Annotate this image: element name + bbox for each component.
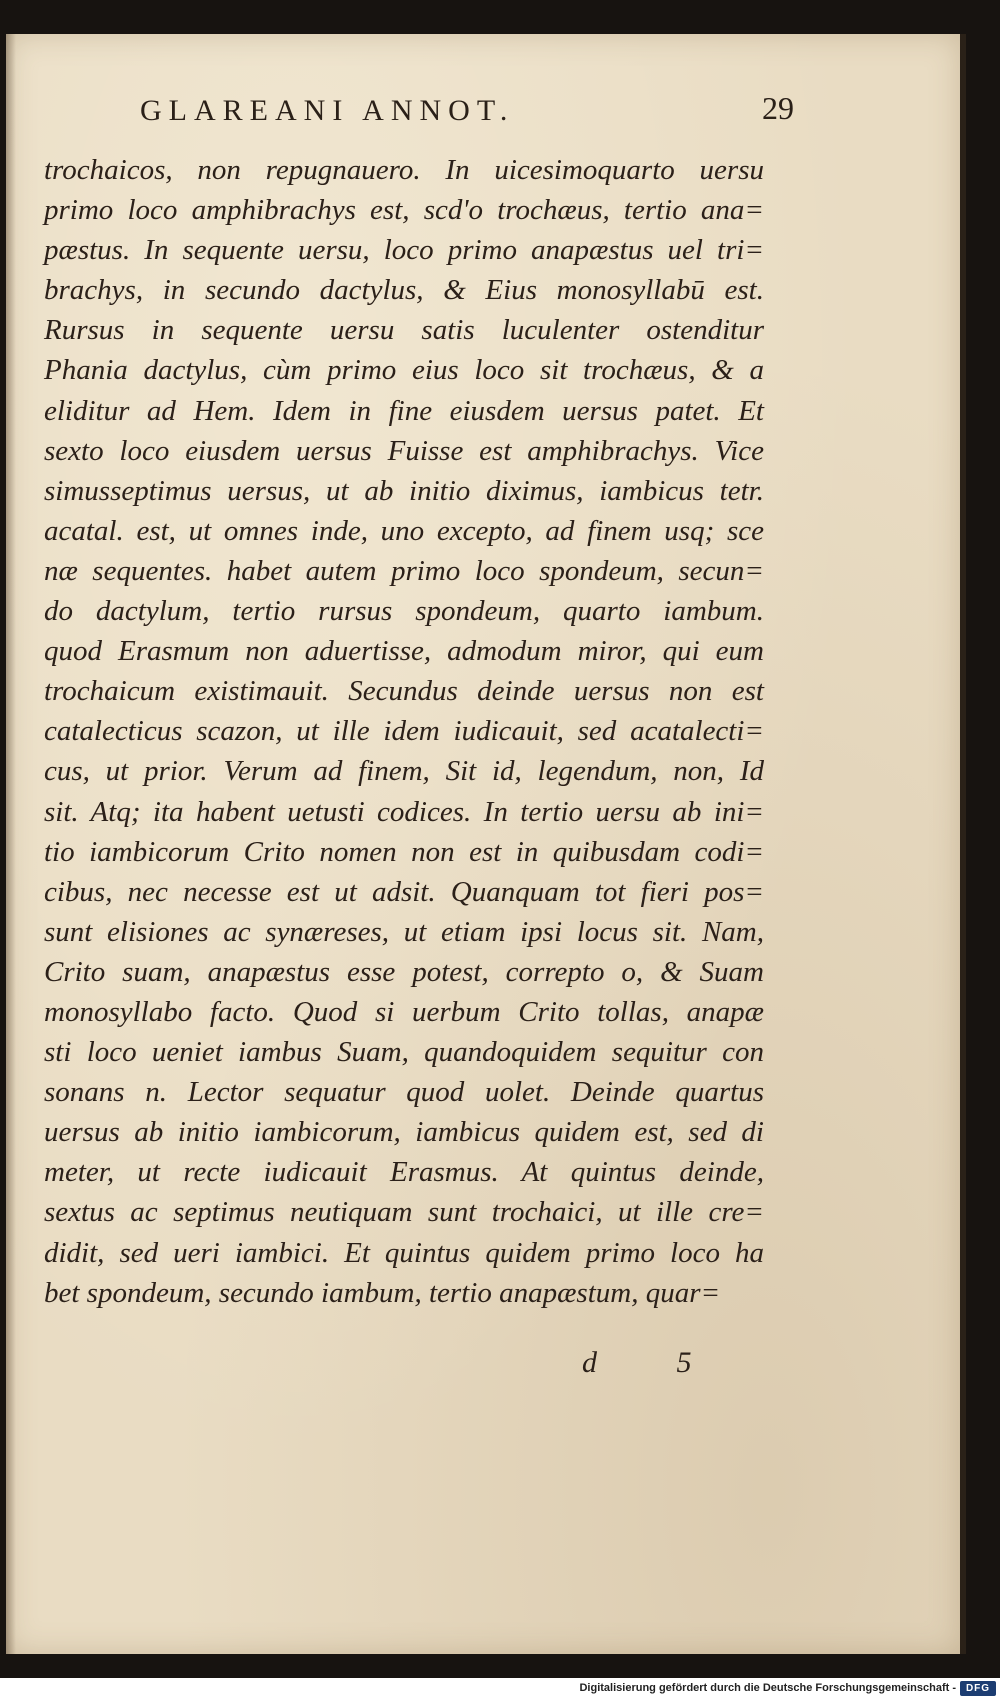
signature-mark: d 5	[582, 1346, 728, 1379]
text-line: pæstus. In sequente uersu, loco primo anapæstus uel tri=	[44, 234, 764, 267]
text-line: catalecticus scazon, ut ille idem iudicauit, sed acatalecti=	[44, 715, 764, 748]
text-line: sit. Atq; ita habent uetusti codices. In tertio uersu ab ini=	[44, 795, 764, 828]
page-gutter-shadow	[6, 34, 16, 1654]
text-line: sti loco ueniet iambus Suam, quandoquidem sequitur con	[44, 1036, 764, 1069]
text-line: tio iambicorum Crito nomen non est in quibusdam codi=	[44, 835, 764, 868]
page-number: 29	[762, 90, 794, 126]
text-line: Rursus in sequente uersu satis luculenter ostenditur	[44, 314, 764, 347]
text-line: quod Erasmum non aduertisse, admodum miror, qui eum	[44, 635, 764, 668]
body-text	[44, 150, 764, 1313]
text-line: cibus, nec necesse est ut adsit. Quanquam tot fieri pos=	[44, 875, 764, 908]
text-line: didit, sed ueri iambici. Et quintus quidem primo loco ha	[44, 1236, 764, 1269]
text-line: uersus ab initio iambicorum, iambicus quidem est, sed di	[44, 1116, 764, 1149]
text-line: Phania dactylus, cùm primo eius loco sit trochæus, & a	[44, 354, 764, 387]
text-line: acatal. est, ut omnes inde, uno excepto, ad finem usq; sce	[44, 514, 764, 547]
text-line: do dactylum, tertio rursus spondeum, quarto iambum.	[44, 595, 764, 628]
footer-credit: Digitalisierung gefördert durch die Deutsche Forschungsgemeinschaft -	[579, 1682, 956, 1694]
running-head: GLAREANI ANNOT.	[140, 94, 515, 127]
text-line: sunt elisiones ac synæreses, ut etiam ipsi locus sit. Nam,	[44, 915, 764, 948]
text-line: bet spondeum, secundo iambum, tertio anapæstum, quar=	[44, 1276, 721, 1309]
text-line: monosyllabo facto. Quod si uerbum Crito tollas, anapæ	[44, 995, 764, 1028]
text-line: primo loco amphibrachys est, scd'o trochæus, tertio ana=	[44, 194, 764, 227]
text-line: meter, ut recte iudicauit Erasmus. At quintus deinde,	[44, 1156, 764, 1189]
text-line: eliditur ad Hem. Idem in fine eiusdem uersus patet. Et	[44, 394, 764, 427]
text-line: trochaicos, non repugnauero. In uicesimoquarto uersu	[44, 154, 764, 186]
text-line: trochaicum existimauit. Secundus deinde uersus non est	[44, 675, 764, 708]
dfg-logo	[960, 1681, 996, 1696]
dfg-logo-label: DFG	[965, 1683, 991, 1694]
text-line: Crito suam, anapæstus esse potest, correpto o, & Suam	[44, 955, 764, 988]
text-line: cus, ut prior. Verum ad finem, Sit id, legendum, non, Id	[44, 755, 764, 788]
digitization-footer	[0, 1678, 1000, 1700]
text-line: sexto loco eiusdem uersus Fuisse est amphibrachys. Vice	[44, 434, 764, 467]
text-line: sonans n. Lector sequatur quod uolet. Deinde quartus	[44, 1076, 764, 1109]
text-line: brachys, in secundo dactylus, & Eius monosyllabū est.	[44, 274, 764, 307]
text-line: næ sequentes. habet autem primo loco spondeum, secun=	[44, 554, 764, 587]
text-line: sextus ac septimus neutiquam sunt trochaici, ut ille cre=	[44, 1196, 764, 1229]
text-line: simusseptimus uersus, ut ab initio diximus, iambicus tetr.	[44, 474, 764, 507]
